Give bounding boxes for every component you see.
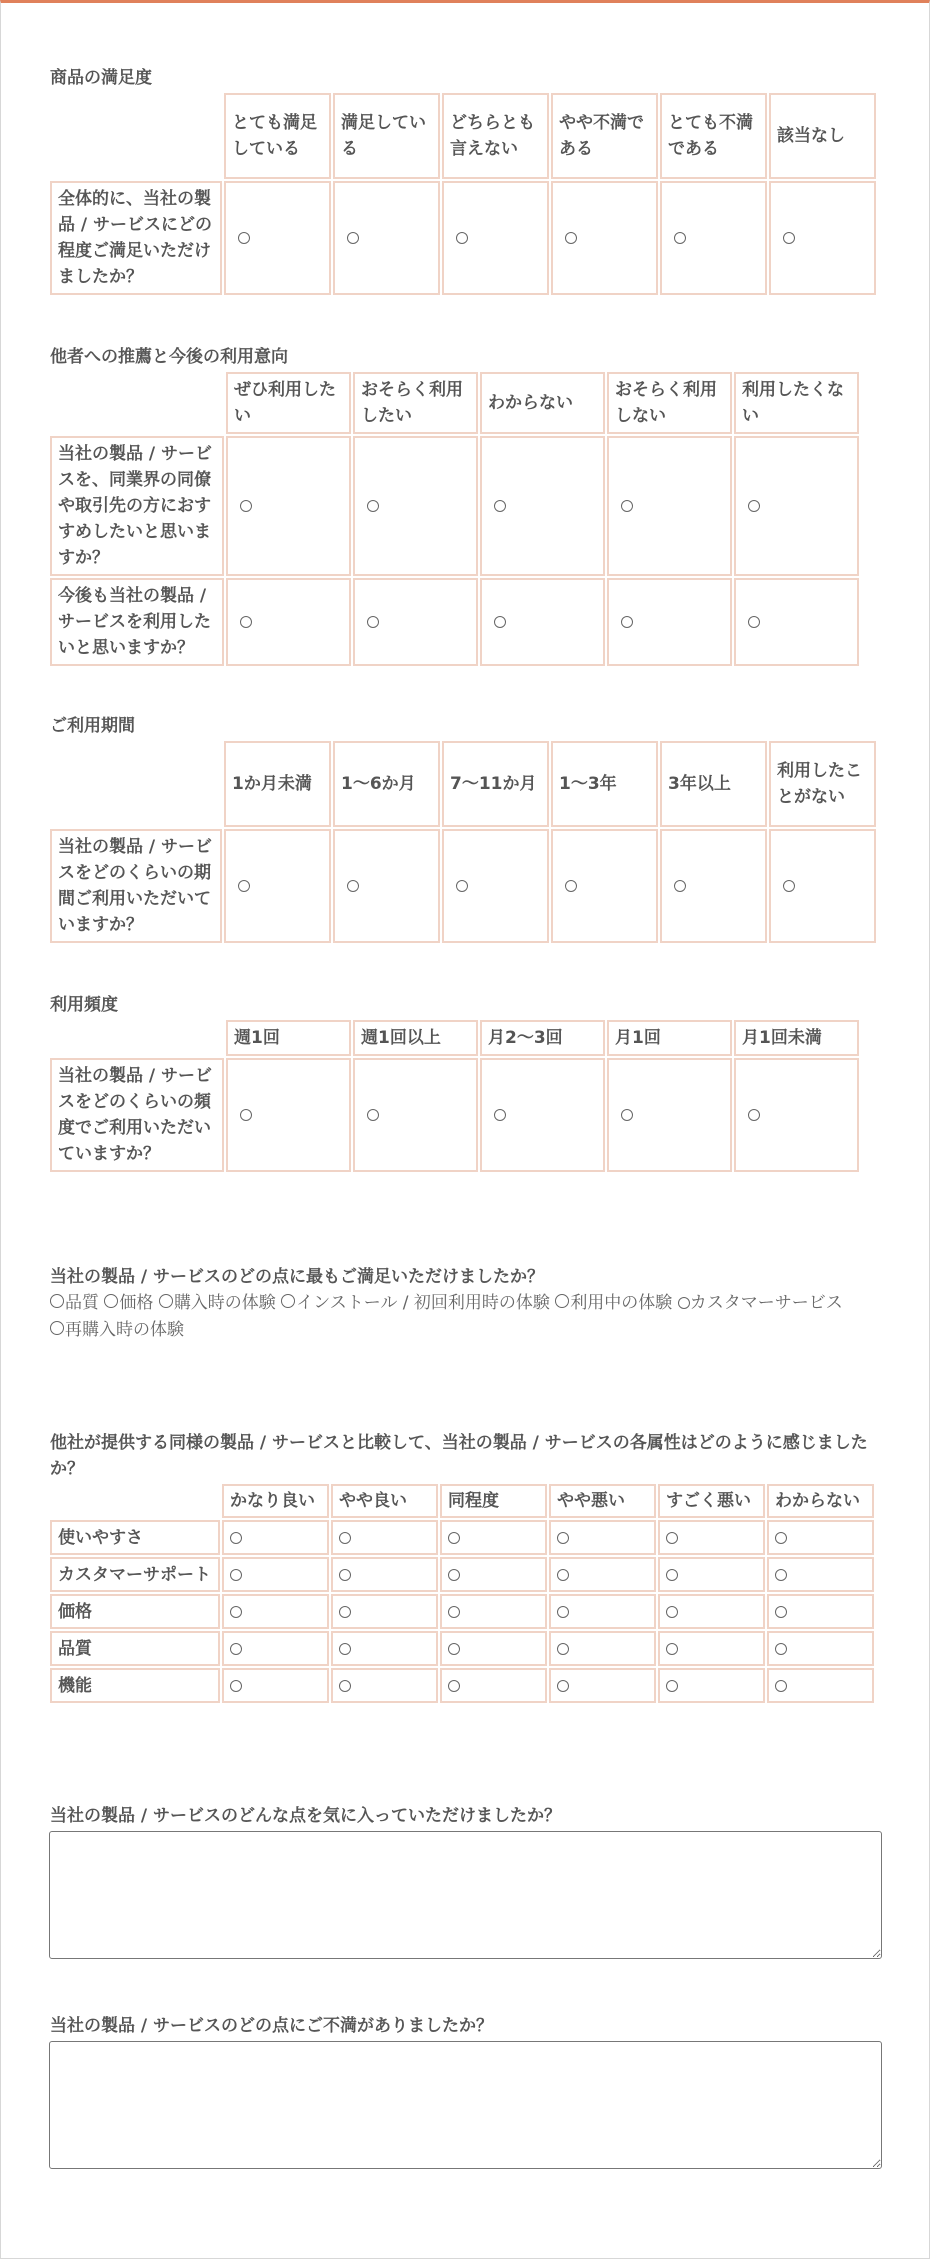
column-header: 3年以上 — [660, 741, 767, 827]
radio-button[interactable] — [448, 1532, 460, 1544]
option-price[interactable]: 価格 — [104, 1293, 153, 1313]
section-title: 他者への推薦と今後の利用意向 — [50, 347, 288, 367]
radio-button[interactable] — [339, 1643, 351, 1655]
radio-button[interactable] — [674, 880, 686, 892]
table-row — [50, 1668, 874, 1703]
radio-button[interactable] — [621, 1109, 633, 1121]
radio-button[interactable] — [674, 232, 686, 244]
radio-button[interactable] — [50, 1294, 64, 1308]
radio-button[interactable] — [240, 1109, 252, 1121]
row-label: 当社の製品 / サービスを、同業界の同僚や取引先の方におすすめしたいと思いますか？ — [50, 436, 224, 576]
column-header: 利用したことがない — [769, 741, 876, 827]
column-header: 週1回 — [226, 1020, 351, 1056]
radio-button[interactable] — [367, 500, 379, 512]
option-usage[interactable]: 利用中の体験 — [555, 1293, 672, 1313]
column-header: 1か月未満 — [224, 741, 331, 827]
column-header: やや良い — [331, 1484, 438, 1518]
radio-button[interactable] — [666, 1532, 678, 1544]
section-title: 利用頻度 — [50, 995, 118, 1015]
radio-button[interactable] — [230, 1680, 242, 1692]
radio-button[interactable] — [783, 880, 795, 892]
column-header: 月2〜3回 — [480, 1020, 605, 1056]
radio-button[interactable] — [339, 1680, 351, 1692]
radio-button[interactable] — [448, 1569, 460, 1581]
row-label: 使いやすさ — [50, 1520, 220, 1555]
row-label: 価格 — [50, 1594, 220, 1629]
column-header: すごく悪い — [658, 1484, 765, 1518]
column-header: 1〜3年 — [551, 741, 658, 827]
column-header: とても不満である — [660, 93, 767, 179]
radio-button[interactable] — [666, 1606, 678, 1618]
row-label: カスタマーサポート — [50, 1557, 220, 1592]
column-header: 7〜11か月 — [442, 741, 549, 827]
radio-button[interactable] — [367, 1109, 379, 1121]
section-liked-points — [50, 1803, 881, 1959]
column-header: わからない — [480, 372, 605, 434]
radio-button[interactable] — [621, 500, 633, 512]
radio-button[interactable] — [666, 1680, 678, 1692]
option-install[interactable]: インストール / 初回利用時の体験 — [281, 1293, 550, 1313]
radio-button[interactable] — [748, 1109, 760, 1121]
liked-points-textarea[interactable] — [49, 1831, 882, 1959]
table-row — [50, 436, 859, 576]
radio-button[interactable] — [230, 1643, 242, 1655]
radio-button[interactable] — [339, 1532, 351, 1544]
radio-button[interactable] — [783, 232, 795, 244]
column-header: おそらく利用したい — [353, 372, 478, 434]
radio-button[interactable] — [557, 1643, 569, 1655]
comparison-matrix — [48, 1482, 876, 1705]
radio-group — [50, 1290, 881, 1344]
radio-button[interactable] — [339, 1569, 351, 1581]
column-header: 満足している — [333, 93, 440, 179]
section-satisfaction — [50, 65, 881, 297]
section-frequency — [50, 992, 881, 1174]
row-label: 今後も当社の製品 / サービスを利用したいと思いますか？ — [50, 578, 224, 666]
radio-button[interactable] — [339, 1606, 351, 1618]
radio-button[interactable] — [281, 1294, 295, 1308]
radio-button[interactable] — [367, 616, 379, 628]
radio-button[interactable] — [238, 232, 250, 244]
radio-button[interactable] — [555, 1294, 569, 1308]
recommend-matrix — [48, 370, 861, 668]
question-label: 当社の製品 / サービスのどの点にご不満がありましたか？ — [50, 2016, 494, 2036]
radio-button[interactable] — [557, 1569, 569, 1581]
table-row — [50, 578, 859, 666]
column-header: 該当なし — [769, 93, 876, 179]
column-header: 同程度 — [440, 1484, 547, 1518]
duration-matrix — [48, 739, 878, 945]
radio-button[interactable] — [666, 1569, 678, 1581]
option-purchase[interactable]: 購入時の体験 — [159, 1293, 276, 1313]
radio-button[interactable] — [230, 1569, 242, 1581]
section-dissatisfied-points — [50, 2013, 881, 2169]
row-label: 当社の製品 / サービスをどのくらいの頻度でご利用いただいていますか？ — [50, 1058, 224, 1172]
option-repurchase[interactable]: 再購入時の体験 — [50, 1320, 184, 1340]
row-label: 品質 — [50, 1631, 220, 1666]
radio-button[interactable] — [557, 1532, 569, 1544]
radio-button[interactable] — [50, 1321, 64, 1335]
column-header: わからない — [767, 1484, 874, 1518]
column-header: ぜひ利用したい — [226, 372, 351, 434]
column-header: やや不満である — [551, 93, 658, 179]
section-duration — [50, 713, 881, 945]
radio-button[interactable] — [238, 880, 250, 892]
radio-button[interactable] — [565, 232, 577, 244]
table-row — [50, 1594, 874, 1629]
radio-button[interactable] — [347, 880, 359, 892]
radio-button[interactable] — [494, 1109, 506, 1121]
dissatisfied-points-textarea[interactable] — [49, 2041, 882, 2169]
question-label: 当社の製品 / サービスのどんな点を気に入っていただけましたか？ — [50, 1806, 562, 1826]
radio-button[interactable] — [494, 500, 506, 512]
radio-button[interactable] — [448, 1680, 460, 1692]
radio-button[interactable] — [775, 1532, 787, 1544]
radio-button[interactable] — [775, 1569, 787, 1581]
section-recommend — [50, 344, 881, 668]
column-header: どちらとも言えない — [442, 93, 549, 179]
frequency-matrix — [48, 1018, 861, 1174]
column-header: かなり良い — [222, 1484, 329, 1518]
satisfaction-matrix — [48, 91, 878, 297]
radio-button[interactable] — [557, 1680, 569, 1692]
radio-button[interactable] — [347, 232, 359, 244]
column-header: 月1回 — [607, 1020, 732, 1056]
table-row — [50, 829, 876, 943]
radio-button[interactable] — [775, 1680, 787, 1692]
radio-button[interactable] — [494, 616, 506, 628]
option-customer-service[interactable]: カスタマーサービス — [678, 1293, 843, 1313]
column-header: やや悪い — [549, 1484, 656, 1518]
radio-button[interactable] — [230, 1606, 242, 1618]
radio-button[interactable] — [678, 1297, 690, 1309]
question-label: 当社の製品 / サービスのどの点に最もご満足いただけましたか？ — [50, 1267, 545, 1287]
radio-button[interactable] — [240, 500, 252, 512]
radio-button[interactable] — [240, 616, 252, 628]
table-row — [50, 181, 876, 295]
radio-button[interactable] — [775, 1606, 787, 1618]
radio-button[interactable] — [748, 500, 760, 512]
column-header: おそらく利用しない — [607, 372, 732, 434]
column-header: 月1回未満 — [734, 1020, 859, 1056]
section-title: 商品の満足度 — [50, 68, 152, 88]
section-title: 他社が提供する同様の製品 / サービスと比較して、当社の製品 / サービスの各属性はどのように感じましたか？ — [50, 1433, 868, 1479]
table-row — [50, 1631, 874, 1666]
row-label: 全体的に、当社の製品 / サービスにどの程度ご満足いただけましたか？ — [50, 181, 222, 295]
radio-button[interactable] — [748, 616, 760, 628]
radio-button[interactable] — [621, 616, 633, 628]
table-row — [50, 1557, 874, 1592]
section-comparison — [50, 1430, 881, 1705]
radio-button[interactable] — [448, 1606, 460, 1618]
radio-button[interactable] — [557, 1606, 569, 1618]
radio-button[interactable] — [456, 232, 468, 244]
column-header: 利用したくない — [734, 372, 859, 434]
radio-button[interactable] — [104, 1294, 118, 1308]
column-header: とても満足している — [224, 93, 331, 179]
radio-button[interactable] — [448, 1643, 460, 1655]
section-most-satisfied — [50, 1264, 881, 1344]
row-label: 当社の製品 / サービスをどのくらいの期間ご利用いただいていますか？ — [50, 829, 222, 943]
table-row — [50, 1520, 874, 1555]
radio-button[interactable] — [159, 1294, 173, 1308]
radio-button[interactable] — [666, 1643, 678, 1655]
table-row — [50, 1058, 859, 1172]
column-header: 1〜6か月 — [333, 741, 440, 827]
radio-button[interactable] — [456, 880, 468, 892]
radio-button[interactable] — [230, 1532, 242, 1544]
radio-button[interactable] — [565, 880, 577, 892]
radio-button[interactable] — [775, 1643, 787, 1655]
row-label: 機能 — [50, 1668, 220, 1703]
option-quality[interactable]: 品質 — [50, 1293, 99, 1313]
column-header: 週1回以上 — [353, 1020, 478, 1056]
section-title: ご利用期間 — [50, 716, 135, 736]
